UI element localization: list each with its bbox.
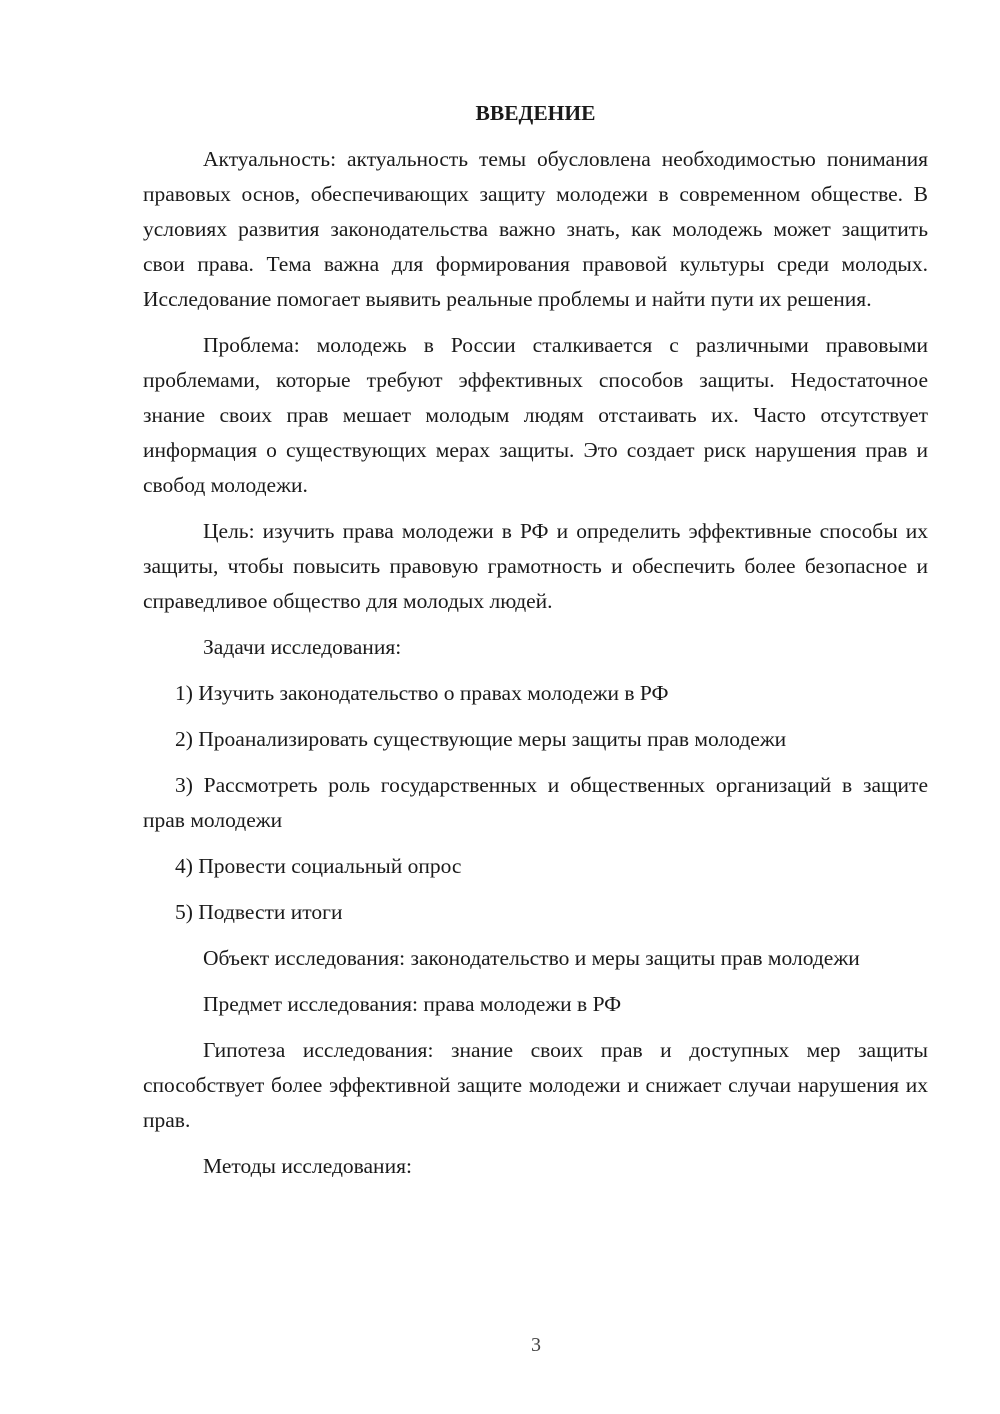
page-content (143, 96, 928, 1195)
relevance-paragraph: Актуальность: актуальность темы обусловлена необходимостью понимания правовых основ, обеспечивающих защиту молодежи в современном обществе. В условиях развития законодательства важно знать, как молодежь может защитить свои права. Тема важна для формирования правовой культуры среди молодых. Исследование помогает выявить реальные проблемы и найти пути их решения. (143, 147, 928, 311)
object-paragraph: Объект исследования: законодательство и меры защиты прав молодежи (203, 946, 860, 970)
task-item-3: 3) Рассмотреть роль государственных и общественных организаций в защите прав молодежи (143, 773, 928, 832)
task-item-5: 5) Подвести итоги (175, 900, 343, 924)
problem-paragraph: Проблема: молодежь в России сталкивается с различными правовыми проблемами, которые требуют эффективных способов защиты. Недостаточное знание своих прав мешает молодым людям отстаивать их. Часто отсутствует информация о существующих мерах защиты. Это создает риск нарушения прав и свобод молодежи. (143, 333, 928, 497)
tasks-heading: Задачи исследования: (203, 635, 402, 659)
task-item-2: 2) Проанализировать существующие меры защиты прав молодежи (175, 727, 787, 751)
task-item-1: 1) Изучить законодательство о правах молодежи в РФ (175, 681, 669, 705)
page-number: 3 (531, 1334, 541, 1356)
hypothesis-paragraph: Гипотеза исследования: знание своих прав и доступных мер защиты способствует более эффективной защите молодежи и снижает случаи нарушения их прав. (143, 1038, 928, 1132)
subject-paragraph: Предмет исследования: права молодежи в РФ (203, 992, 622, 1016)
page-title: ВВЕДЕНИЕ (475, 101, 596, 125)
goal-paragraph: Цель: изучить права молодежи в РФ и определить эффективные способы их защиты, чтобы повысить правовую грамотность и обеспечить более безопасное и справедливое общество для молодых людей. (143, 519, 928, 613)
task-item-4: 4) Провести социальный опрос (175, 854, 462, 878)
methods-heading: Методы исследования: (203, 1154, 412, 1178)
